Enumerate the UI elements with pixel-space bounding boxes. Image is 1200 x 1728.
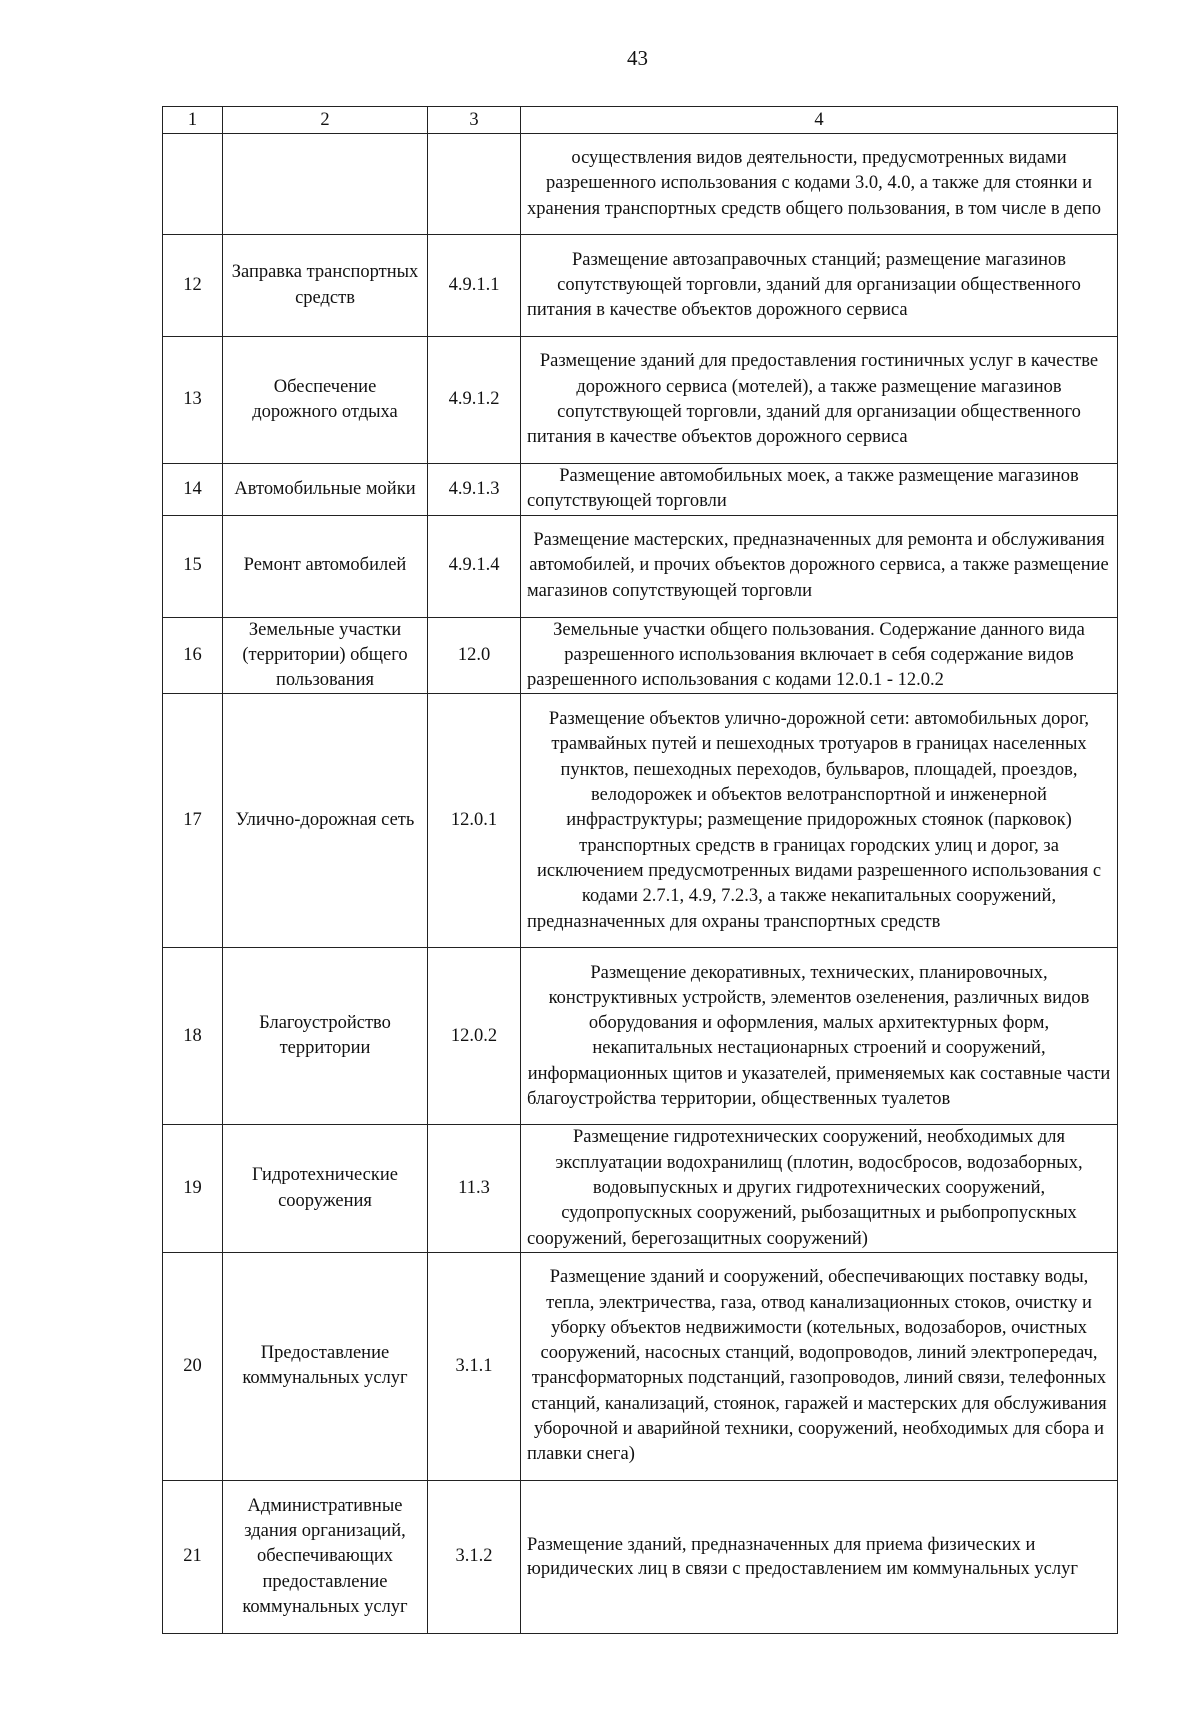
use-type-description: Размещение зданий и сооружений, обеспечивающих поставку воды, тепла, электричества, газа, отвод канализационных стоков, очистку и уборку объектов недвижимости (котельных, водозаборов, очистных сооружений, насосных станций, водопроводов, линий электропередач, трансформаторных подстанций, газопроводов, линий связи, телефонных станций, канализаций, стоянок, гаражей и мастерских для обслуживания уборочной и аварийной техники, сооружений, необходимых для сбора и плавки снега) [521, 1252, 1118, 1480]
row-number [163, 134, 223, 235]
row-number: 17 [163, 694, 223, 948]
header-col-4: 4 [521, 107, 1118, 134]
use-type-description: Размещение зданий для предоставления гостиничных услуг в качестве дорожного сервиса (мотелей), а также размещение магазинов сопутствующей торговли, зданий для организации общественного питания в качестве объектов дорожного сервиса [521, 337, 1118, 464]
row-number: 13 [163, 337, 223, 464]
use-type-name: Благоустройство территории [223, 948, 428, 1125]
use-type-name: Заправка транспортных средств [223, 235, 428, 337]
use-type-name: Обеспечение дорожного отдыха [223, 337, 428, 464]
use-type-description: Размещение объектов улично-дорожной сети: автомобильных дорог, трамвайных путей и пешеходных тротуаров в границах населенных пунктов, пешеходных переходов, бульваров, площадей, проездов, велодорожек и объектов велотранспортной и инженерной инфраструктуры; размещение придорожных стоянок (парковок) транспортных средств в границах городских улиц и дорог, за исключением предусмотренных видами разрешенного использования с кодами 2.7.1, 4.9, 7.2.3, а также некапитальных сооружений, предназначенных для охраны транспортных средств [521, 694, 1118, 948]
row-number: 20 [163, 1252, 223, 1480]
table-row [163, 134, 1118, 235]
use-type-code: 4.9.1.4 [428, 515, 521, 617]
use-type-name: Ремонт автомобилей [223, 515, 428, 617]
table-row [163, 694, 1118, 948]
use-type-description: Размещение гидротехнических сооружений, необходимых для эксплуатации водохранилищ (плотин, водосбросов, водозаборных, водовыпускных и других гидротехнических сооружений, судопропускных сооружений, рыбозащитных и рыбопропускных сооружений, берегозащитных сооружений) [521, 1125, 1118, 1252]
table-row [163, 1125, 1118, 1252]
row-number: 18 [163, 948, 223, 1125]
use-type-name: Улично-дорожная сеть [223, 694, 428, 948]
table-row [163, 464, 1118, 516]
use-type-name: Гидротехнические сооружения [223, 1125, 428, 1252]
table-row [163, 515, 1118, 617]
table-row [163, 235, 1118, 337]
use-type-code [428, 134, 521, 235]
use-type-code: 3.1.1 [428, 1252, 521, 1480]
row-number: 12 [163, 235, 223, 337]
use-type-code: 3.1.2 [428, 1480, 521, 1633]
header-col-1: 1 [163, 107, 223, 134]
use-type-description: Размещение автозаправочных станций; размещение магазинов сопутствующей торговли, зданий для организации общественного питания в качестве объектов дорожного сервиса [521, 235, 1118, 337]
table-row [163, 617, 1118, 694]
use-type-description: Размещение мастерских, предназначенных для ремонта и обслуживания автомобилей, и прочих объектов дорожного сервиса, а также размещение магазинов сопутствующей торговли [521, 515, 1118, 617]
table-row [163, 1252, 1118, 1480]
row-number: 19 [163, 1125, 223, 1252]
table-row [163, 1480, 1118, 1633]
use-type-code: 12.0 [428, 617, 521, 694]
use-type-code: 12.0.2 [428, 948, 521, 1125]
use-type-code: 4.9.1.2 [428, 337, 521, 464]
use-type-code: 4.9.1.3 [428, 464, 521, 516]
use-type-name: Предоставление коммунальных услуг [223, 1252, 428, 1480]
use-type-description: Земельные участки общего пользования. Содержание данного вида разрешенного использования включает в себя содержание видов разрешенного использования с кодами 12.0.1 - 12.0.2 [521, 617, 1118, 694]
use-type-code: 11.3 [428, 1125, 521, 1252]
row-number: 21 [163, 1480, 223, 1633]
use-type-code: 12.0.1 [428, 694, 521, 948]
header-col-3: 3 [428, 107, 521, 134]
table-row [163, 948, 1118, 1125]
use-type-name: Автомобильные мойки [223, 464, 428, 516]
use-type-description: Размещение зданий, предназначенных для приема физических и юридических лиц в связи с предоставлением им коммунальных услуг [521, 1480, 1118, 1633]
row-number: 16 [163, 617, 223, 694]
use-type-description: Размещение декоративных, технических, планировочных, конструктивных устройств, элементов озеленения, различных видов оборудования и оформления, малых архитектурных форм, некапитальных нестационарных строений и сооружений, информационных щитов и указателей, применяемых как составные части благоустройства территории, общественных туалетов [521, 948, 1118, 1125]
header-col-2: 2 [223, 107, 428, 134]
page-number: 43 [627, 46, 648, 70]
use-type-code: 4.9.1.1 [428, 235, 521, 337]
use-type-description: Размещение автомобильных моек, а также размещение магазинов сопутствующей торговли [521, 464, 1118, 516]
row-number: 15 [163, 515, 223, 617]
header-row [163, 107, 1118, 134]
use-type-description: осуществления видов деятельности, предусмотренных видами разрешенного использования с кодами 3.0, 4.0, а также для стоянки и хранения транспортных средств общего пользования, в том числе в депо [521, 134, 1118, 235]
land-use-table [162, 106, 1118, 1634]
table-row [163, 337, 1118, 464]
row-number: 14 [163, 464, 223, 516]
use-type-name: Земельные участки (территории) общего пользования [223, 617, 428, 694]
use-type-name: Административные здания организаций, обеспечивающих предоставление коммунальных услуг [223, 1480, 428, 1633]
use-type-name [223, 134, 428, 235]
